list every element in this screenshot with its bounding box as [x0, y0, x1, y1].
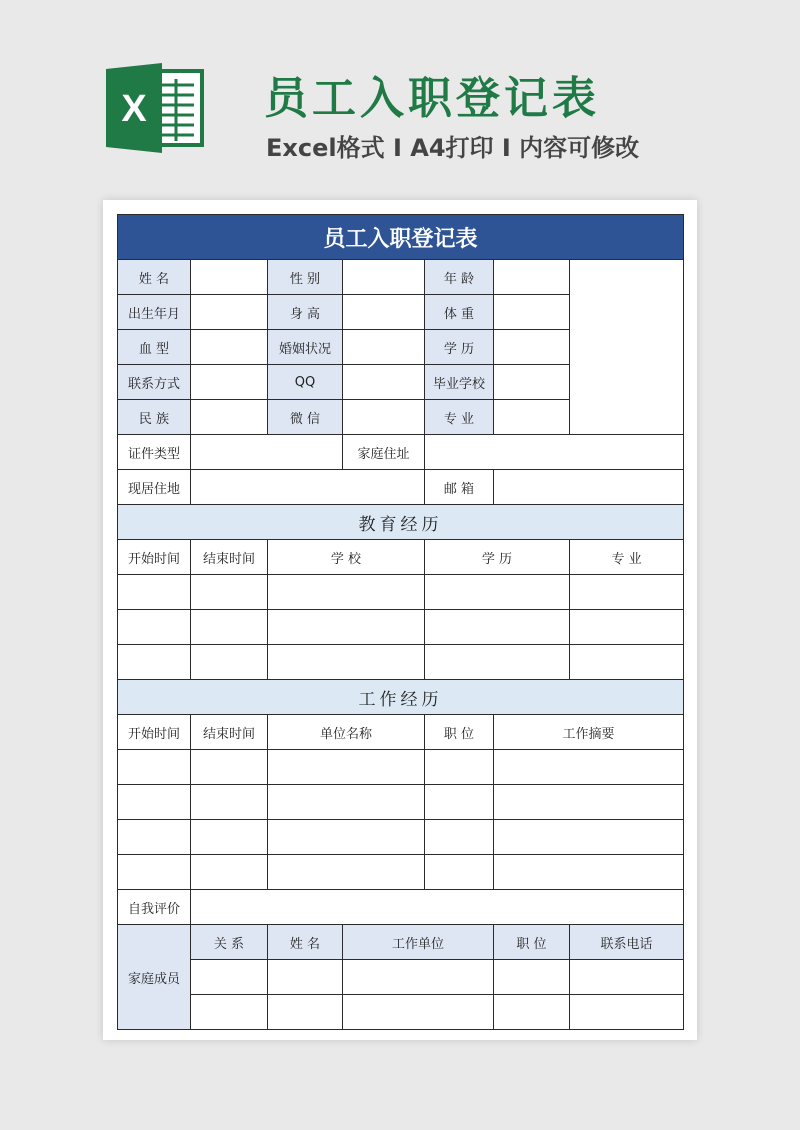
edu-cell[interactable]: [268, 645, 425, 680]
edu-header-major: 专 业: [570, 540, 684, 575]
family-row: [118, 995, 684, 1030]
label-height: 身 高: [268, 295, 343, 330]
work-cell[interactable]: [268, 855, 425, 890]
label-major: 专 业: [425, 400, 494, 435]
edu-cell[interactable]: [118, 610, 191, 645]
edu-cell[interactable]: [425, 610, 570, 645]
work-row: [118, 820, 684, 855]
input-school[interactable]: [494, 365, 570, 400]
label-ethnicity: 民 族: [118, 400, 191, 435]
label-contact: 联系方式: [118, 365, 191, 400]
input-qq[interactable]: [343, 365, 425, 400]
label-id-type: 证件类型: [118, 435, 191, 470]
edu-cell[interactable]: [118, 645, 191, 680]
work-header-start: 开始时间: [118, 715, 191, 750]
label-family: 家庭成员: [118, 925, 191, 1030]
work-cell[interactable]: [191, 820, 268, 855]
family-row: [118, 960, 684, 995]
work-cell[interactable]: [494, 820, 684, 855]
label-name: 姓 名: [118, 260, 191, 295]
registration-form-table: [117, 214, 684, 1030]
input-blood[interactable]: [191, 330, 268, 365]
edu-row: [118, 575, 684, 610]
family-cell[interactable]: [268, 960, 343, 995]
input-education[interactable]: [494, 330, 570, 365]
logo-letter: X: [121, 88, 147, 130]
edu-row: [118, 610, 684, 645]
label-education: 学 历: [425, 330, 494, 365]
family-cell[interactable]: [494, 995, 570, 1030]
work-cell[interactable]: [268, 750, 425, 785]
input-ethnicity[interactable]: [191, 400, 268, 435]
label-home-address: 家庭住址: [343, 435, 425, 470]
work-cell[interactable]: [191, 750, 268, 785]
label-marital: 婚姻状况: [268, 330, 343, 365]
family-cell[interactable]: [343, 960, 494, 995]
edu-cell[interactable]: [425, 575, 570, 610]
label-qq: QQ: [268, 365, 343, 400]
edu-cell[interactable]: [268, 575, 425, 610]
work-header-summary: 工作摘要: [494, 715, 684, 750]
edu-cell[interactable]: [570, 610, 684, 645]
form-title: 员工入职登记表: [118, 215, 684, 260]
excel-logo-icon: [106, 63, 204, 153]
work-row: [118, 855, 684, 890]
work-cell[interactable]: [191, 855, 268, 890]
family-cell[interactable]: [268, 995, 343, 1030]
work-cell[interactable]: [118, 820, 191, 855]
edu-cell[interactable]: [191, 575, 268, 610]
label-blood: 血 型: [118, 330, 191, 365]
banner-subtitle: Excel格式 I A4打印 I 内容可修改: [266, 134, 640, 162]
work-cell[interactable]: [268, 820, 425, 855]
edu-header-end: 结束时间: [191, 540, 268, 575]
input-self-eval[interactable]: [191, 890, 684, 925]
work-cell[interactable]: [425, 820, 494, 855]
label-birth: 出生年月: [118, 295, 191, 330]
label-weight: 体 重: [425, 295, 494, 330]
family-header-name: 姓 名: [268, 925, 343, 960]
family-cell[interactable]: [191, 960, 268, 995]
edu-header-start: 开始时间: [118, 540, 191, 575]
edu-header-school: 学 校: [268, 540, 425, 575]
work-row: [118, 750, 684, 785]
work-cell[interactable]: [268, 785, 425, 820]
input-age[interactable]: [494, 260, 570, 295]
work-header-company: 单位名称: [268, 715, 425, 750]
input-name[interactable]: [191, 260, 268, 295]
family-header-workplace: 工作单位: [343, 925, 494, 960]
family-cell[interactable]: [570, 995, 684, 1030]
input-current-address[interactable]: [191, 470, 425, 505]
work-cell[interactable]: [425, 855, 494, 890]
input-id-type[interactable]: [191, 435, 343, 470]
edu-cell[interactable]: [191, 645, 268, 680]
banner-title: 员工入职登记表: [264, 73, 600, 124]
family-header-relation: 关 系: [191, 925, 268, 960]
edu-cell[interactable]: [118, 575, 191, 610]
input-email[interactable]: [494, 470, 684, 505]
family-cell[interactable]: [191, 995, 268, 1030]
edu-header-degree: 学 历: [425, 540, 570, 575]
work-cell[interactable]: [118, 750, 191, 785]
edu-cell[interactable]: [425, 645, 570, 680]
work-header-position: 职 位: [425, 715, 494, 750]
edu-cell[interactable]: [570, 575, 684, 610]
work-section-title: 工作经历: [118, 680, 684, 715]
edu-cell[interactable]: [191, 610, 268, 645]
input-home-address[interactable]: [425, 435, 684, 470]
work-cell[interactable]: [494, 855, 684, 890]
label-wechat: 微 信: [268, 400, 343, 435]
label-gender: 性 别: [268, 260, 343, 295]
work-cell[interactable]: [494, 750, 684, 785]
label-age: 年 龄: [425, 260, 494, 295]
input-weight[interactable]: [494, 295, 570, 330]
edu-row: [118, 645, 684, 680]
family-cell[interactable]: [343, 995, 494, 1030]
input-height[interactable]: [343, 295, 425, 330]
work-cell[interactable]: [118, 855, 191, 890]
family-header-phone: 联系电话: [570, 925, 684, 960]
input-major[interactable]: [494, 400, 570, 435]
edu-cell[interactable]: [570, 645, 684, 680]
input-contact[interactable]: [191, 365, 268, 400]
edu-cell[interactable]: [268, 610, 425, 645]
education-section-title: 教育经历: [118, 505, 684, 540]
input-marital[interactable]: [343, 330, 425, 365]
input-gender[interactable]: [343, 260, 425, 295]
family-cell[interactable]: [494, 960, 570, 995]
input-birth[interactable]: [191, 295, 268, 330]
label-email: 邮 箱: [425, 470, 494, 505]
label-current-address: 现居住地: [118, 470, 191, 505]
work-cell[interactable]: [494, 785, 684, 820]
photo-cell[interactable]: [570, 260, 684, 435]
work-cell[interactable]: [425, 785, 494, 820]
family-cell[interactable]: [570, 960, 684, 995]
family-header-position: 职 位: [494, 925, 570, 960]
work-cell[interactable]: [191, 785, 268, 820]
label-school: 毕业学校: [425, 365, 494, 400]
work-row: [118, 785, 684, 820]
work-header-end: 结束时间: [191, 715, 268, 750]
work-cell[interactable]: [118, 785, 191, 820]
work-cell[interactable]: [425, 750, 494, 785]
label-self-eval: 自我评价: [118, 890, 191, 925]
input-wechat[interactable]: [343, 400, 425, 435]
